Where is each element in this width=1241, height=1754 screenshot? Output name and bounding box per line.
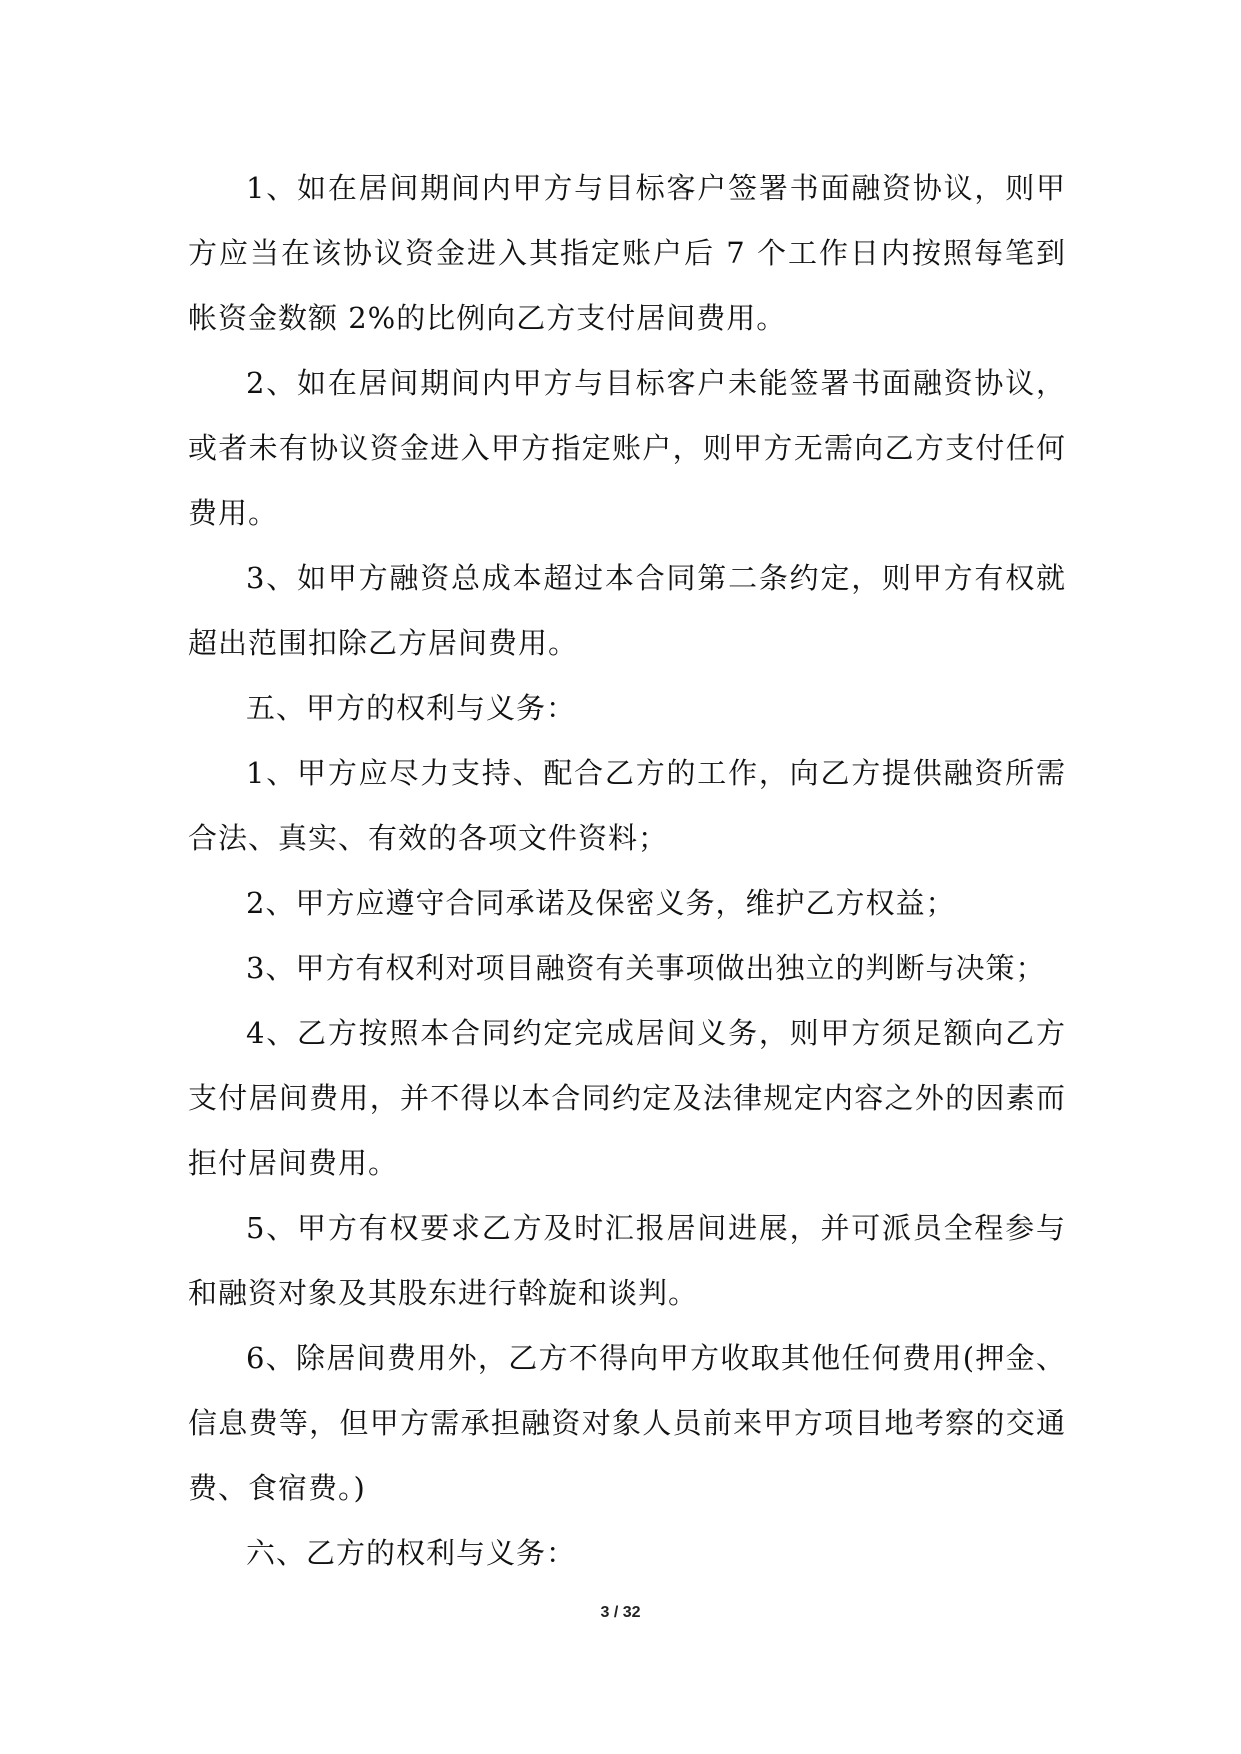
clause-paragraph: 3、如甲方融资总成本超过本合同第二条约定，则甲方有权就超出范围扣除乙方居间费用。	[188, 561, 1066, 660]
clause-paragraph: 1、如在居间期间内甲方与目标客户签署书面融资协议，则甲方应当在该协议资金进入其指定账户后 7 个工作日内按照每笔到帐资金数额 2%的比例向乙方支付居间费用。	[188, 171, 1066, 335]
section-heading: 五、甲方的权利与义务：	[246, 691, 577, 725]
clause-paragraph: 4、乙方按照本合同约定完成居间义务，则甲方须足额向乙方支付居间费用，并不得以本合同约定及法律规定内容之外的因素而拒付居间费用。	[188, 1016, 1066, 1180]
clause-paragraph: 6、除居间费用外，乙方不得向甲方收取其他任何费用(押金、信息费等，但甲方需承担融资对象人员前来甲方项目地考察的交通费、食宿费。)	[188, 1341, 1066, 1505]
clause-paragraph: 5、甲方有权要求乙方及时汇报居间进展，并可派员全程参与和融资对象及其股东进行斡旋和谈判。	[188, 1211, 1066, 1310]
clause-paragraph: 2、如在居间期间内甲方与目标客户未能签署书面融资协议，或者未有协议资金进入甲方指定账户，则甲方无需向乙方支付任何费用。	[188, 366, 1066, 530]
clause-paragraph: 2、甲方应遵守合同承诺及保密义务，维护乙方权益；	[246, 886, 956, 920]
section-heading: 六、乙方的权利与义务：	[246, 1536, 577, 1570]
document-body	[188, 156, 1066, 1586]
clause-paragraph: 3、甲方有权利对项目融资有关事项做出独立的判断与决策；	[246, 951, 1046, 985]
page-number: 3 / 32	[600, 1604, 641, 1621]
clause-paragraph: 1、甲方应尽力支持、配合乙方的工作，向乙方提供融资所需合法、真实、有效的各项文件资料；	[188, 756, 1066, 855]
